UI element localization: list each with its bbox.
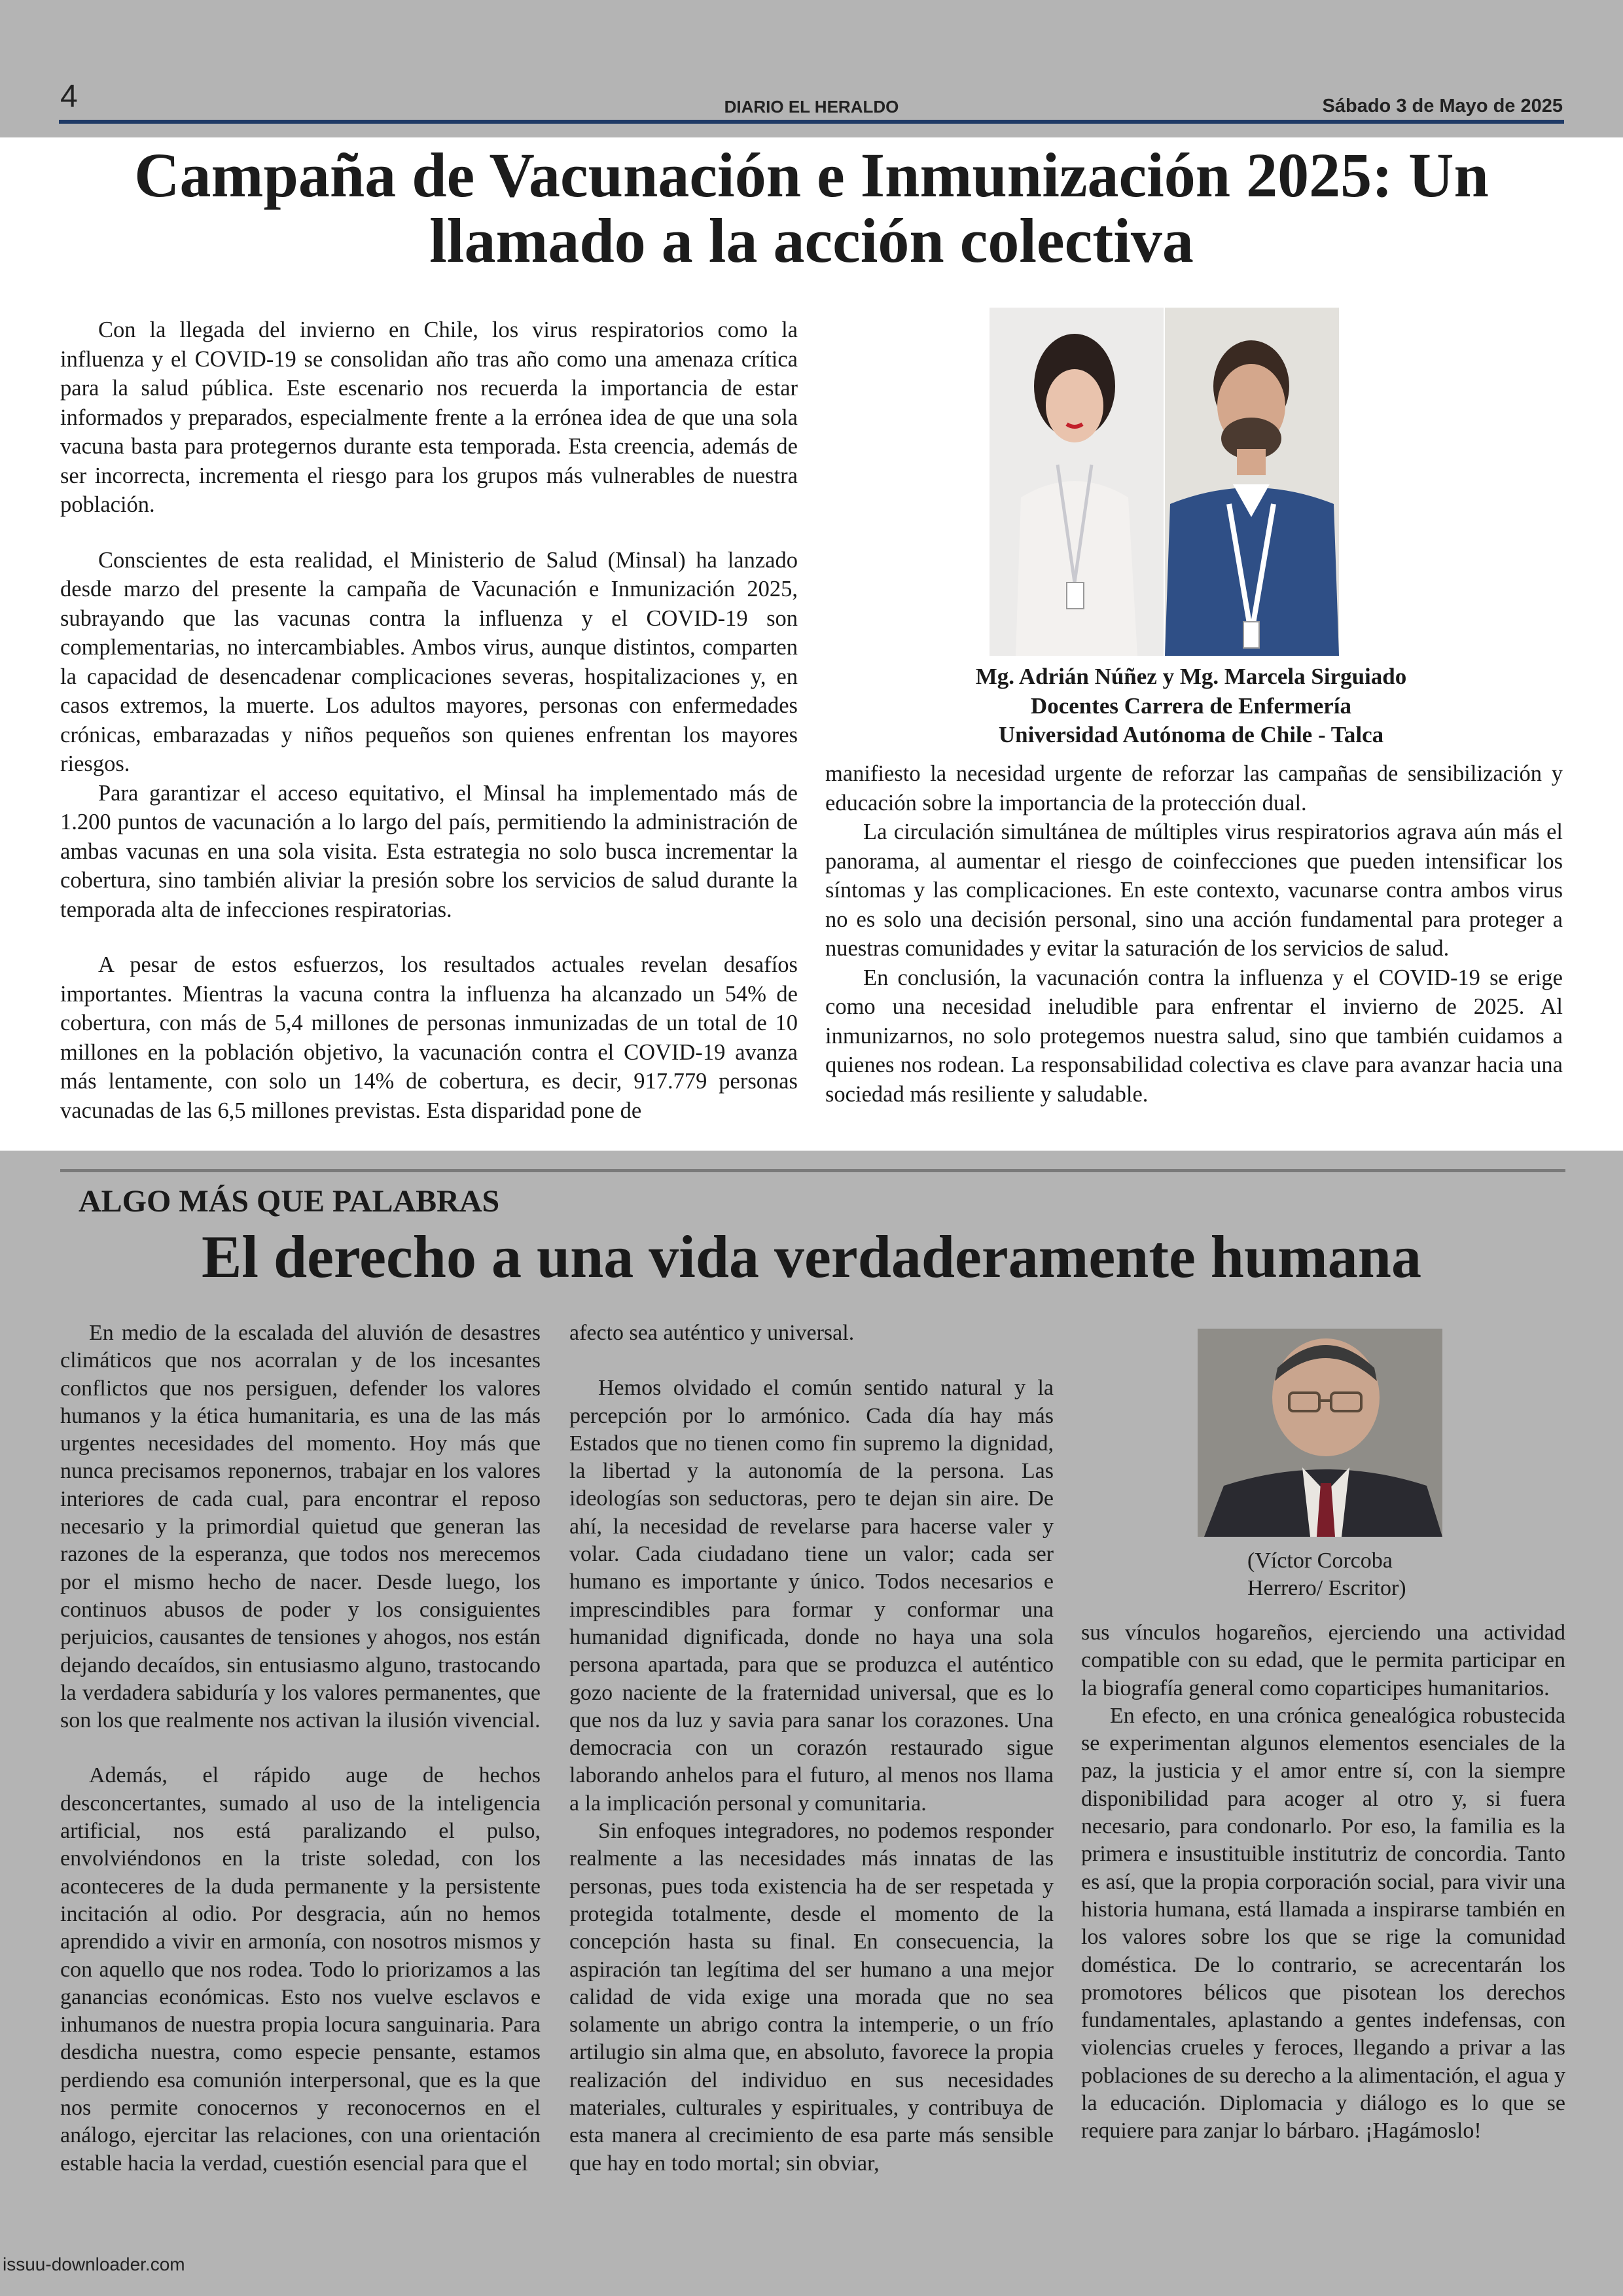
paragraph: En conclusión, la vacunación contra la influenza y el COVID-19 se erige como una necesidad ineludible para enfrentar el invierno de 2025. Al inmunizarnos, no solo protegemos nuestra salud, sino que también cuidamos a quienes nos rodean. La responsabilidad colectiva es clave para avanzar hacia una sociedad más resiliente y saludable. — [825, 965, 1563, 1107]
paragraph: A pesar de estos esfuerzos, los resultados actuales revelan desafíos importantes. Mientras la vacuna contra la influenza ha alcanzado un 54% de cobertura, con más de 5,4 millones de personas inmunizadas de un total de 10 millones en la población objetivo, la vacunación contra el COVID-19 avanza más lentamente, con solo un 14% de cobertura, es decir, 917.779 personas vacunadas de las 6,5 millones previstas. Esta disparidad pone de — [60, 952, 798, 1123]
paragraph: Además, el rápido auge de hechos desconcertantes, sumado al uso de la inteligencia artificial, nos está paralizando el pulso, envolviéndonos en la triste soledad, con los aconteceres de la duda permanente y la persistente incitación al odio. Por desgracia, aún no hemos aprendido a vivir en armonía, con nosotros mismos y con aquello que nos rodea. Todo lo priorizamos a las ganancias económicas. Esto nos vuelve esclavos e inhumanos de nuestra propia locura sanguinaria. Para desdicha nuestra, como especie pensante, estamos perdiendo esa comunión interpersonal, que es la que nos permite conocernos y reconocernos en el análogo, ejercitar las relaciones, con una orientación estable hacia la verdad, cuestión esencial para que el — [60, 1763, 541, 2176]
top-article-column-1 — [60, 315, 798, 1125]
paragraph: Con la llegada del invierno en Chile, los virus respiratorios como la influenza y el COVID-19 se consolidan año tras año como una amenaza crítica para la salud pública. Este escenario nos recuerda la importancia de estar informados y preparados, especialmente frente a la errónea idea de que una sola vacuna basta para protegernos durante esta temporada. Esta creencia, además de ser incorrecta, incrementa el riesgo para los grupos más vulnerables de nuestra población. — [60, 317, 798, 517]
writer-caption — [1198, 1547, 1479, 1602]
paragraph: Para garantizar el acceso equitativo, el Minsal ha implementado más de 1.200 puntos de vacunación a lo largo del país, permitiendo la administración de ambas vacunas en una sola visita. Esta estrategia no solo busca incrementar la cobertura, sino también aliviar la presión sobre los servicios de salud durante la temporada alta de infecciones respiratorias. — [60, 780, 798, 922]
caption-line: Herrero/ Escritor) — [1247, 1576, 1406, 1600]
bottom-article-column-2 — [569, 1319, 1054, 2178]
newspaper-name: DIARIO EL HERALDO — [724, 97, 899, 117]
paragraph: Sin enfoques integradores, no podemos responder realmente a las necesidades más innatas de las personas, pues toda existencia ha de ser respetada y protegida totalmente, desde el momento de la concepción hasta su final. En consecuencia, la aspiración tan legítima del ser humano a una mejor calidad de vida exige una morada que no sea solamente un abrigo contra la intemperie, o un frío artilugio sin alma que, en absoluto, favorece la propia realización del individuo en sus necesidades materiales, culturales y espirituales, y contribuya de esta manera al crecimiento de esa parte más sensible que hay en todo mortal; sin obviar, — [569, 1819, 1054, 2176]
authors-photo — [990, 308, 1339, 656]
authors-caption — [851, 662, 1531, 750]
caption-line: Mg. Adrián Núñez y Mg. Marcela Sirguiado — [975, 664, 1407, 689]
writer-photo — [1198, 1329, 1442, 1537]
top-article-headline: Campaña de Vacunación e Inmunización 2025: Un llamado a la acción colectiva — [134, 140, 1489, 276]
caption-line: Docentes Carrera de Enfermería — [1030, 692, 1352, 719]
paragraph: Hemos olvidado el común sentido natural y la percepción por lo armónico. Cada día hay más Estados que no tienen como fin supremo la dignidad, la libertad y la autonomía de la persona. Las ideologías son seductoras, pero te dejan sin aire. De ahí, la necesidad de revelarse para hacerse valer y volar. Cada ciudadano tiene un valor; cada ser humano es importante y único. Todos necesarios e imprescindibles para formar y conformar una humanidad dignificada, donde no haya una sola persona apartada, para que se produzca el auténtico gozo naciente de la fraternidad universal, que es lo que nos da luz y savia para sanar los corazones. Una democracia con un corazón restaurado sigue laborando anhelos para el futuro, al menos nos llama a la implicación personal y comunitaria. — [569, 1376, 1054, 1816]
paragraph: En efecto, en una crónica genealógica robustecida se experimentan algunos elementos esenciales de la paz, la justicia y el amor entre sí, con la siempre disponibilidad para acoger al otro y, si fuera necesario, para condonarlo. Por eso, la familia es la primera e insustituible institutriz de concordia. Tanto es así, que la propia corporación social, para vivir una historia humana, está llamada a inspirarse también en los valores sobre los que se rige la comunidad doméstica. De lo contrario, se acrecentarán los promotores bélicos que pisotean los derechos fundamentales, aplastando a gentes indefensas, con violencias crueles y feroces, llegando a privar a las poblaciones de su derecho a la alimentación, el agua y la educación. Diplomacia y diálogo es lo que se requiere para zanjar lo bárbaro. ¡Hagámoslo! — [1081, 1703, 1565, 2144]
paragraph: afecto sea auténtico y universal. — [569, 1321, 855, 1345]
paragraph: En medio de la escalada del aluvión de desastres climáticos que nos acorralan y de los incesantes conflictos que nos persiguen, defender los valores humanos y la ética humanitaria, es una de las más urgentes necesidades del momento. Hoy más que nunca precisamos reponernos, trabajar en los valores interiores de cada cual, para encontrar el reposo necesario y la primordial quietud que generan las razones de la esperanza, que todos nos merecemos por el mismo hecho de nacer. Desde luego, los continuos abusos de poder y los consiguientes perjuicios, causantes de tensiones y ahogos, nos están dejando decaídos, sin entusiasmo alguno, trastocando la verdadera sabiduría y los valores permanentes, que son los que realmente nos activan la ilusión vivencial. — [60, 1321, 541, 1733]
bottom-article-column-1 — [60, 1319, 541, 2178]
top-article-column-2 — [825, 759, 1563, 1109]
issue-date: Sábado 3 de Mayo de 2025 — [1322, 96, 1563, 117]
header-rule — [59, 120, 1564, 124]
paragraph: Conscientes de esta realidad, el Ministerio de Salud (Minsal) ha lanzado desde marzo del presente la campaña de Vacunación e Inmunización 2025, subrayando que las vacunas contra la influenza y el COVID-19 son complementarias, no intercambiables. Ambos virus, aunque distintos, comparten la capacidad de desencadenar complicaciones severas, hospitalizaciones y, en casos extremos, la muerte. Los adultos mayores, personas con enfermedades crónicas, embarazadas y niños pequeños son quienes enfrentan los mayores riesgos. — [60, 547, 798, 776]
paragraph: sus vínculos hogareños, ejerciendo una actividad compatible con su edad, que le permita participar en la biografía general como coparticipes humanitarios. — [1081, 1621, 1565, 1700]
paragraph: manifiesto la necesidad urgente de reforzar las campañas de sensibilización y educación sobre la importancia de la protección dual. — [825, 761, 1563, 816]
caption-line: Universidad Autónoma de Chile - Talca — [998, 722, 1384, 747]
bottom-article-headline: El derecho a una vida verdaderamente humana — [202, 1223, 1421, 1290]
page-number: 4 — [60, 79, 78, 114]
column-name: ALGO MÁS QUE PALABRAS — [79, 1184, 500, 1219]
bottom-article-column-3 — [1081, 1619, 1565, 2145]
top-article — [0, 137, 1623, 1151]
section-divider — [60, 1169, 1565, 1172]
caption-line: (Víctor Corcoba — [1247, 1549, 1393, 1573]
paragraph: La circulación simultánea de múltiples virus respiratorios agrava aún más el panorama, al aumentar el riesgo de coinfecciones que pueden intensificar los síntomas y las complicaciones. En este contexto, vacunarse contra ambos virus no es solo una decisión personal, sino una acción fundamental para proteger a nuestras comunidades y evitar la saturación de los servicios de salud. — [825, 819, 1563, 961]
watermark-link[interactable]: issuu-downloader.com — [3, 2254, 185, 2274]
